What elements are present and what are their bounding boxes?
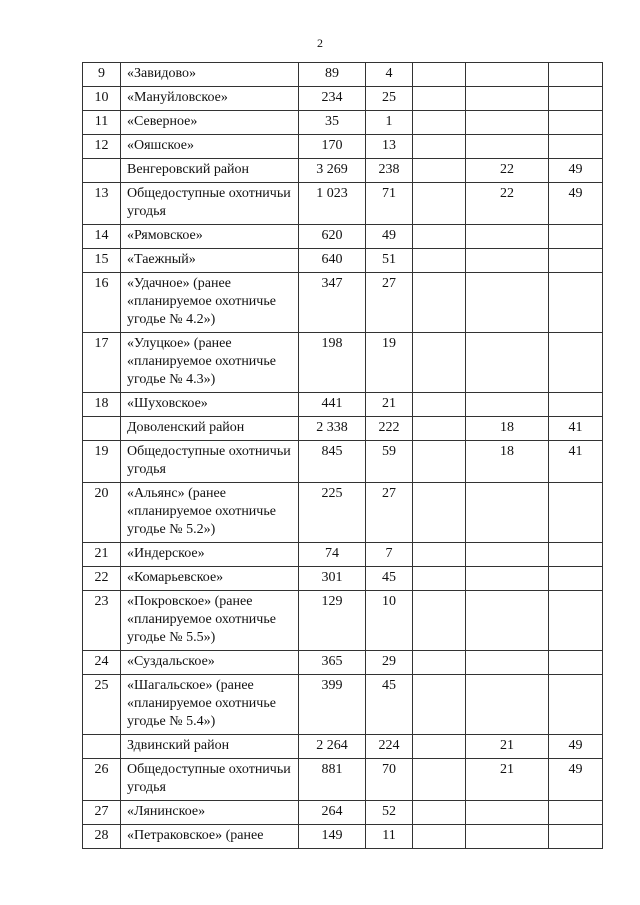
column-5-cell bbox=[413, 111, 466, 135]
count-cell: 21 bbox=[366, 393, 413, 417]
row-number-cell: 12 bbox=[83, 135, 121, 159]
table-row bbox=[83, 483, 603, 543]
column-5-cell bbox=[413, 567, 466, 591]
column-7-cell: 41 bbox=[549, 417, 603, 441]
column-5-cell bbox=[413, 87, 466, 111]
column-7-cell bbox=[549, 393, 603, 417]
row-number-cell: 15 bbox=[83, 249, 121, 273]
column-5-cell bbox=[413, 225, 466, 249]
count-cell: 7 bbox=[366, 543, 413, 567]
table-row bbox=[83, 87, 603, 111]
row-number-cell: 20 bbox=[83, 483, 121, 543]
district-summary-row bbox=[83, 159, 603, 183]
column-7-cell: 49 bbox=[549, 735, 603, 759]
column-5-cell bbox=[413, 393, 466, 417]
area-cell: 264 bbox=[299, 801, 366, 825]
table-row bbox=[83, 759, 603, 801]
column-7-cell bbox=[549, 825, 603, 849]
area-cell: 225 bbox=[299, 483, 366, 543]
table-row bbox=[83, 441, 603, 483]
count-cell: 10 bbox=[366, 591, 413, 651]
count-cell: 29 bbox=[366, 651, 413, 675]
row-number-cell: 26 bbox=[83, 759, 121, 801]
column-6-cell: 18 bbox=[466, 441, 549, 483]
hunting-ground-name-cell: «Покровское» (ранее «планируемое охотничье угодье № 5.5») bbox=[121, 591, 299, 651]
column-5-cell bbox=[413, 273, 466, 333]
area-cell: 198 bbox=[299, 333, 366, 393]
table-row bbox=[83, 135, 603, 159]
column-5-cell bbox=[413, 759, 466, 801]
count-cell: 45 bbox=[366, 675, 413, 735]
column-6-cell bbox=[466, 87, 549, 111]
column-7-cell: 41 bbox=[549, 441, 603, 483]
column-7-cell bbox=[549, 675, 603, 735]
table-row bbox=[83, 393, 603, 417]
row-number-cell: 9 bbox=[83, 63, 121, 87]
column-7-cell bbox=[549, 651, 603, 675]
table-row bbox=[83, 675, 603, 735]
table-row bbox=[83, 591, 603, 651]
area-cell: 89 bbox=[299, 63, 366, 87]
hunting-ground-name-cell: Общедоступные охотничьи угодья bbox=[121, 441, 299, 483]
area-cell: 620 bbox=[299, 225, 366, 249]
hunting-ground-name-cell: «Петраковское» (ранее bbox=[121, 825, 299, 849]
table-row bbox=[83, 225, 603, 249]
row-number-cell: 17 bbox=[83, 333, 121, 393]
row-number-cell: 14 bbox=[83, 225, 121, 249]
count-cell: 4 bbox=[366, 63, 413, 87]
count-cell: 238 bbox=[366, 159, 413, 183]
column-6-cell bbox=[466, 225, 549, 249]
row-number-cell bbox=[83, 159, 121, 183]
row-number-cell: 25 bbox=[83, 675, 121, 735]
area-cell: 74 bbox=[299, 543, 366, 567]
table-row bbox=[83, 183, 603, 225]
column-6-cell bbox=[466, 483, 549, 543]
hunting-ground-name-cell: «Северное» bbox=[121, 111, 299, 135]
area-cell: 365 bbox=[299, 651, 366, 675]
hunting-ground-name-cell: «Индерское» bbox=[121, 543, 299, 567]
hunting-ground-name-cell: «Лянинское» bbox=[121, 801, 299, 825]
column-5-cell bbox=[413, 183, 466, 225]
column-5-cell bbox=[413, 591, 466, 651]
area-cell: 399 bbox=[299, 675, 366, 735]
column-6-cell: 21 bbox=[466, 759, 549, 801]
area-cell: 441 bbox=[299, 393, 366, 417]
column-6-cell: 21 bbox=[466, 735, 549, 759]
column-5-cell bbox=[413, 333, 466, 393]
count-cell: 71 bbox=[366, 183, 413, 225]
area-cell: 149 bbox=[299, 825, 366, 849]
hunting-ground-name-cell: «Мануйловское» bbox=[121, 87, 299, 111]
row-number-cell bbox=[83, 735, 121, 759]
hunting-ground-name-cell: «Рямовское» bbox=[121, 225, 299, 249]
column-7-cell bbox=[549, 567, 603, 591]
row-number-cell: 28 bbox=[83, 825, 121, 849]
column-5-cell bbox=[413, 159, 466, 183]
row-number-cell bbox=[83, 417, 121, 441]
page-number: 2 bbox=[317, 36, 323, 50]
column-6-cell bbox=[466, 333, 549, 393]
table-row bbox=[83, 825, 603, 849]
count-cell: 27 bbox=[366, 273, 413, 333]
column-6-cell bbox=[466, 135, 549, 159]
hunting-ground-name-cell: Общедоступные охотничьи угодья bbox=[121, 183, 299, 225]
table-body bbox=[83, 63, 603, 849]
hunting-ground-name-cell: Общедоступные охотничьи угодья bbox=[121, 759, 299, 801]
hunting-ground-name-cell: «Комарьевское» bbox=[121, 567, 299, 591]
column-7-cell bbox=[549, 63, 603, 87]
column-7-cell bbox=[549, 801, 603, 825]
column-6-cell bbox=[466, 111, 549, 135]
table-row bbox=[83, 111, 603, 135]
area-cell: 170 bbox=[299, 135, 366, 159]
column-7-cell bbox=[549, 483, 603, 543]
column-5-cell bbox=[413, 417, 466, 441]
column-7-cell bbox=[549, 591, 603, 651]
row-number-cell: 13 bbox=[83, 183, 121, 225]
row-number-cell: 24 bbox=[83, 651, 121, 675]
column-6-cell: 22 bbox=[466, 159, 549, 183]
column-6-cell bbox=[466, 591, 549, 651]
column-5-cell bbox=[413, 675, 466, 735]
hunting-ground-name-cell: «Суздальское» bbox=[121, 651, 299, 675]
area-cell: 881 bbox=[299, 759, 366, 801]
hunting-ground-name-cell: «Шуховское» bbox=[121, 393, 299, 417]
column-6-cell bbox=[466, 825, 549, 849]
hunting-grounds-table bbox=[82, 62, 603, 849]
column-7-cell bbox=[549, 225, 603, 249]
count-cell: 70 bbox=[366, 759, 413, 801]
table-row bbox=[83, 801, 603, 825]
count-cell: 49 bbox=[366, 225, 413, 249]
count-cell: 59 bbox=[366, 441, 413, 483]
row-number-cell: 23 bbox=[83, 591, 121, 651]
column-7-cell bbox=[549, 135, 603, 159]
table-row bbox=[83, 63, 603, 87]
area-cell: 129 bbox=[299, 591, 366, 651]
column-5-cell bbox=[413, 801, 466, 825]
area-cell: 2 264 bbox=[299, 735, 366, 759]
area-cell: 845 bbox=[299, 441, 366, 483]
area-cell: 234 bbox=[299, 87, 366, 111]
column-5-cell bbox=[413, 543, 466, 567]
column-6-cell bbox=[466, 63, 549, 87]
column-7-cell bbox=[549, 333, 603, 393]
area-cell: 1 023 bbox=[299, 183, 366, 225]
area-cell: 640 bbox=[299, 249, 366, 273]
table-row bbox=[83, 273, 603, 333]
row-number-cell: 10 bbox=[83, 87, 121, 111]
column-6-cell: 18 bbox=[466, 417, 549, 441]
count-cell: 224 bbox=[366, 735, 413, 759]
hunting-ground-name-cell: «Удачное» (ранее «планируемое охотничье угодье № 4.2») bbox=[121, 273, 299, 333]
count-cell: 19 bbox=[366, 333, 413, 393]
hunting-ground-name-cell: «Шагальское» (ранее «планируемое охотничье угодье № 5.4») bbox=[121, 675, 299, 735]
count-cell: 45 bbox=[366, 567, 413, 591]
row-number-cell: 18 bbox=[83, 393, 121, 417]
column-7-cell bbox=[549, 87, 603, 111]
district-summary-row bbox=[83, 417, 603, 441]
hunting-ground-name-cell: Доволенский район bbox=[121, 417, 299, 441]
column-5-cell bbox=[413, 825, 466, 849]
count-cell: 51 bbox=[366, 249, 413, 273]
column-7-cell: 49 bbox=[549, 159, 603, 183]
row-number-cell: 27 bbox=[83, 801, 121, 825]
column-6-cell bbox=[466, 393, 549, 417]
area-cell: 35 bbox=[299, 111, 366, 135]
column-6-cell bbox=[466, 801, 549, 825]
column-5-cell bbox=[413, 441, 466, 483]
hunting-ground-name-cell: Венгеровский район bbox=[121, 159, 299, 183]
table-row bbox=[83, 249, 603, 273]
count-cell: 11 bbox=[366, 825, 413, 849]
column-5-cell bbox=[413, 735, 466, 759]
district-summary-row bbox=[83, 735, 603, 759]
column-6-cell bbox=[466, 567, 549, 591]
row-number-cell: 11 bbox=[83, 111, 121, 135]
count-cell: 13 bbox=[366, 135, 413, 159]
column-5-cell bbox=[413, 63, 466, 87]
column-7-cell bbox=[549, 543, 603, 567]
count-cell: 52 bbox=[366, 801, 413, 825]
column-6-cell bbox=[466, 249, 549, 273]
table-row bbox=[83, 543, 603, 567]
table-row bbox=[83, 333, 603, 393]
hunting-ground-name-cell: Здвинский район bbox=[121, 735, 299, 759]
count-cell: 222 bbox=[366, 417, 413, 441]
row-number-cell: 19 bbox=[83, 441, 121, 483]
column-6-cell bbox=[466, 651, 549, 675]
hunting-ground-name-cell: «Таежный» bbox=[121, 249, 299, 273]
column-7-cell bbox=[549, 249, 603, 273]
area-cell: 3 269 bbox=[299, 159, 366, 183]
column-5-cell bbox=[413, 651, 466, 675]
hunting-ground-name-cell: «Улуцкое» (ранее «планируемое охотничье угодье № 4.3») bbox=[121, 333, 299, 393]
area-cell: 347 bbox=[299, 273, 366, 333]
column-7-cell bbox=[549, 111, 603, 135]
hunting-ground-name-cell: «Ояшское» bbox=[121, 135, 299, 159]
table-row bbox=[83, 651, 603, 675]
hunting-ground-name-cell: «Завидово» bbox=[121, 63, 299, 87]
count-cell: 25 bbox=[366, 87, 413, 111]
row-number-cell: 22 bbox=[83, 567, 121, 591]
area-cell: 301 bbox=[299, 567, 366, 591]
column-7-cell: 49 bbox=[549, 759, 603, 801]
count-cell: 1 bbox=[366, 111, 413, 135]
column-7-cell: 49 bbox=[549, 183, 603, 225]
column-6-cell bbox=[466, 543, 549, 567]
column-6-cell bbox=[466, 273, 549, 333]
row-number-cell: 21 bbox=[83, 543, 121, 567]
column-6-cell: 22 bbox=[466, 183, 549, 225]
table-row bbox=[83, 567, 603, 591]
column-5-cell bbox=[413, 483, 466, 543]
area-cell: 2 338 bbox=[299, 417, 366, 441]
row-number-cell: 16 bbox=[83, 273, 121, 333]
column-5-cell bbox=[413, 249, 466, 273]
hunting-ground-name-cell: «Альянс» (ранее «планируемое охотничье угодье № 5.2») bbox=[121, 483, 299, 543]
column-6-cell bbox=[466, 675, 549, 735]
column-5-cell bbox=[413, 135, 466, 159]
column-7-cell bbox=[549, 273, 603, 333]
count-cell: 27 bbox=[366, 483, 413, 543]
